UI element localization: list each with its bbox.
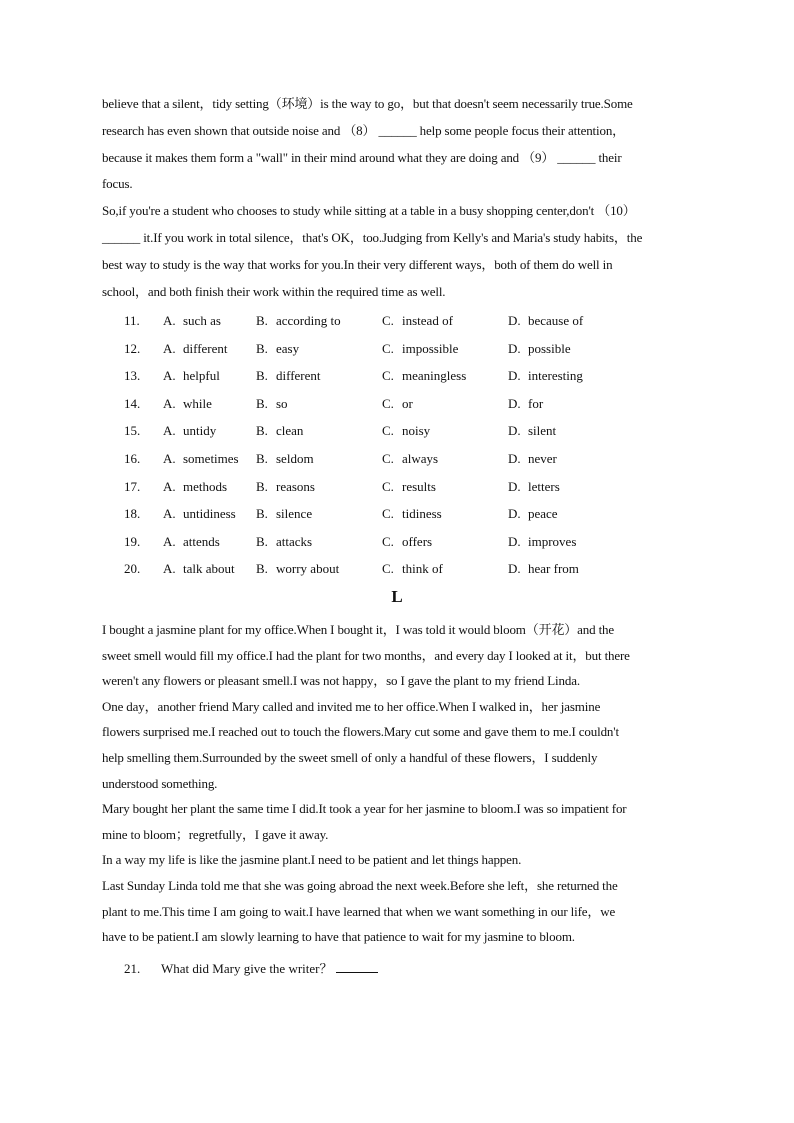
passage-line: focus. [102, 176, 133, 192]
option-row [124, 417, 724, 445]
question-number: 19. [124, 533, 141, 549]
passage-line: ______ it.If you work in total silence，that's OK，too.Judging from Kelly's and Maria's study habits，the [102, 229, 643, 245]
option-row [124, 500, 724, 528]
option-d: D. letters [508, 478, 560, 494]
passage-line: I bought a jasmine plant for my office.When I bought it，I was told it would bloom（开花）and the [102, 622, 615, 637]
passage-line: plant to me.This time I am going to wait.I have learned that when we want something in our life，we [102, 903, 616, 919]
question-number: 18. [124, 506, 141, 522]
question-text: What did Mary give the writer？ [161, 961, 333, 976]
option-a: A. methods [163, 478, 228, 494]
option-row [124, 445, 724, 473]
option-a: A. untidy [163, 423, 217, 439]
passage-line: because it makes them form a "wall" in their mind around what they are doing and （9） ______ their [102, 149, 622, 165]
option-row [124, 307, 724, 335]
question-number: 17. [124, 478, 141, 494]
passage-line: believe that a silent，tidy setting（环境）is the way to go，but that doesn't seem necessarily true.Some [102, 96, 633, 111]
passage-line: Mary bought her plant the same time I did.It took a year for her jasmine to bloom.I was so impatient for [102, 801, 627, 817]
option-d: D. possible [508, 340, 571, 356]
option-d: D. hear from [508, 561, 579, 577]
question-number: 14. [124, 395, 141, 411]
option-d: D. never [508, 450, 557, 466]
option-c: C. or [382, 395, 413, 411]
question-21 [124, 956, 378, 982]
passage-line: mine to bloom；regretfully，I gave it away. [102, 826, 329, 842]
option-row [124, 335, 724, 363]
option-c: C. think of [382, 561, 443, 577]
passage-line: So,if you're a student who chooses to study while sitting at a table in a busy shopping center,don't （10） [102, 203, 636, 219]
section-title: L [391, 587, 403, 606]
multiple-choice-options [124, 307, 724, 583]
passage-line: best way to study is the way that works for you.In their very different ways，both of them do well in [102, 256, 613, 272]
option-a: A. helpful [163, 368, 220, 384]
option-d: D. silent [508, 423, 557, 439]
option-d: D. peace [508, 506, 558, 522]
option-c: C. results [382, 478, 436, 494]
answer-blank [336, 960, 378, 973]
option-b: B. reasons [256, 478, 315, 494]
option-a: A. untidiness [163, 506, 236, 522]
passage-line: school，and both finish their work within the required time as well. [102, 283, 446, 299]
option-d: D. for [508, 395, 544, 411]
option-a: A. such as [163, 313, 221, 328]
option-c: C. noisy [382, 423, 431, 439]
passage-line: have to be patient.I am slowly learning to have that patience to wait for my jasmine to bloom. [102, 929, 575, 945]
option-c: C. impossible [382, 340, 459, 356]
option-a: A. different [163, 340, 228, 356]
passage-line: One day，another friend Mary called and invited me to her office.When I walked in，her jasmine [102, 698, 601, 714]
passage-line: Last Sunday Linda told me that she was going abroad the next week.Before she left，she returned the [102, 877, 618, 893]
passage-line: weren't any flowers or pleasant smell.I was not happy，so I gave the plant to my friend Linda. [102, 673, 580, 689]
option-b: B. attacks [256, 533, 313, 549]
passage-line: research has even shown that outside noise and （8） ______ help some people focus their attention， [102, 122, 626, 138]
passage-line: In a way my life is like the jasmine plant.I need to be patient and let things happen. [102, 852, 522, 868]
passage-k-continued [102, 91, 694, 305]
question-number: 16. [124, 450, 141, 466]
option-a: A. while [163, 395, 212, 411]
option-b: B. worry about [256, 561, 340, 577]
option-d: D. because of [508, 313, 584, 328]
option-d: D. improves [508, 533, 577, 549]
option-c: C. tidiness [382, 506, 442, 522]
option-row [124, 473, 724, 501]
question-number: 15. [124, 423, 141, 439]
option-a: A. attends [163, 533, 220, 549]
option-b: B. clean [256, 423, 304, 439]
option-a: A. talk about [163, 561, 235, 577]
passage-line: sweet smell would fill my office.I had the plant for two months，and every day I looked at it，but there [102, 647, 630, 663]
option-row [124, 362, 724, 390]
question-number: 11. [124, 313, 140, 328]
option-row [124, 390, 724, 418]
option-b: B. silence [256, 506, 313, 522]
passage-line: help smelling them.Surrounded by the sweet smell of only a handful of these flowers，I suddenly [102, 749, 598, 765]
passage-l [102, 617, 694, 950]
option-b: B. seldom [256, 450, 314, 466]
question-number: 13. [124, 368, 141, 384]
option-b: B. easy [256, 340, 300, 356]
question-number: 12. [124, 340, 141, 356]
option-row [124, 555, 724, 583]
option-c: C. offers [382, 533, 433, 549]
option-d: D. interesting [508, 368, 583, 384]
option-row [124, 528, 724, 556]
passage-line: flowers surprised me.I reached out to touch the flowers.Mary cut some and gave them to me.I couldn't [102, 724, 619, 740]
option-b: B. different [256, 368, 321, 384]
question-number: 20. [124, 561, 141, 577]
option-b: B. according to [256, 313, 341, 328]
option-b: B. so [256, 395, 288, 411]
option-a: A. sometimes [163, 450, 239, 466]
passage-line: understood something. [102, 775, 218, 791]
option-c: C. instead of [382, 313, 453, 328]
option-c: C. meaningless [382, 368, 467, 384]
question-number: 21. [124, 961, 141, 976]
option-c: C. always [382, 450, 439, 466]
